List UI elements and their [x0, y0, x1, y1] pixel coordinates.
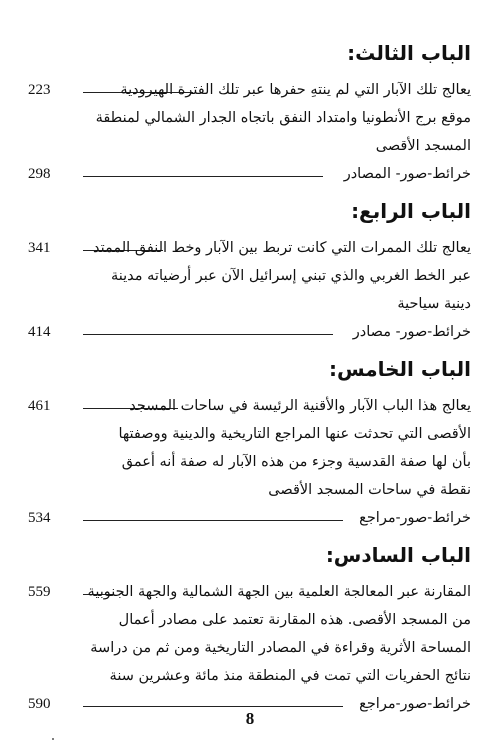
entry-text: يعالج تلك الآبار التي لم ينتهِ حفرها عبر تلك الفترة الهيرودية	[120, 82, 471, 98]
toc-entry-extras	[28, 160, 471, 188]
page-ref: 534	[28, 510, 51, 526]
entry-continuation: من المسجد الأقصى. هذه المقارنة تعتمد على مصادر أعمال	[118, 612, 471, 628]
toc-entry-extras	[28, 318, 471, 346]
page-ref: 559	[28, 584, 51, 600]
chapter-four	[28, 198, 471, 346]
leader-line	[83, 520, 343, 521]
entry-continuation: نتائج الحفريات التي تمت في المنطقة منذ مائة وعشرين سنة	[109, 668, 471, 684]
page-ref: 590	[28, 696, 51, 712]
toc-entry	[28, 76, 471, 104]
chapter-heading: الباب الثالث:	[347, 41, 471, 65]
chapter-heading: الباب السادس:	[325, 543, 471, 567]
entry-continuation: المسجد الأقصى	[375, 138, 471, 154]
entry-text: خرائط-صور-مراجع	[359, 510, 471, 526]
entry-text: يعالج هذا الباب الآبار والأقنية الرئيسة في ساحات المسجد	[129, 398, 471, 414]
entry-continuation: بأن لها صفة القدسية وجزء من هذه الآبار له صفة أنه أعمق	[121, 454, 471, 470]
leader-line	[83, 706, 343, 707]
entry-continuation: عبر الخط الغربي والذي تبني إسرائيل الآن عبر أرضياته مدينة	[110, 268, 471, 284]
toc-entry	[28, 234, 471, 262]
page-number: 8	[245, 709, 255, 728]
chapter-heading: الباب الرابع:	[351, 199, 471, 223]
leader-line	[83, 176, 323, 177]
leader-line	[83, 334, 333, 335]
entry-continuation: نقطة في ساحات المسجد الأقصى	[268, 482, 471, 498]
entry-text: خرائط-صور-مراجع	[359, 696, 471, 712]
entry-text: يعالج تلك الممرات التي كانت تربط بين الآبار وخط النفق الممتد	[93, 240, 471, 256]
page-ref: 461	[28, 398, 51, 414]
entry-continuation: دينية سياحية	[397, 296, 471, 312]
page-ref: 341	[28, 240, 51, 256]
page-ref: 414	[28, 324, 51, 340]
entry-continuation: موقع برج الأنطونيا وامتداد النفق باتجاه الجدار الشمالي لمنطقة	[95, 110, 471, 126]
page-ref: 298	[28, 166, 51, 182]
chapter-six	[28, 542, 471, 718]
entry-text: المقارنة عبر المعالجة العلمية بين الجهة الشمالية والجهة الجنوبية	[87, 584, 471, 600]
chapter-heading: الباب الخامس:	[328, 357, 471, 381]
toc-entry	[28, 392, 471, 420]
page-ref: 223	[28, 82, 51, 98]
entry-text: خرائط-صور- المصادر	[343, 166, 471, 182]
toc-entry	[28, 578, 471, 606]
chapter-five	[28, 356, 471, 532]
entry-continuation: الأقصى التي تحدثت عنها المراجع التاريخية والدينية ووصفتها	[118, 426, 471, 442]
entry-text: خرائط-صور- مصادر	[352, 324, 471, 340]
print-speck	[52, 738, 54, 740]
entry-continuation: المساحة الأثرية وقراءة في المصادر التاريخية ومن ثم من دراسة	[90, 640, 471, 656]
toc-entry-extras	[28, 504, 471, 532]
chapter-three	[28, 40, 471, 188]
